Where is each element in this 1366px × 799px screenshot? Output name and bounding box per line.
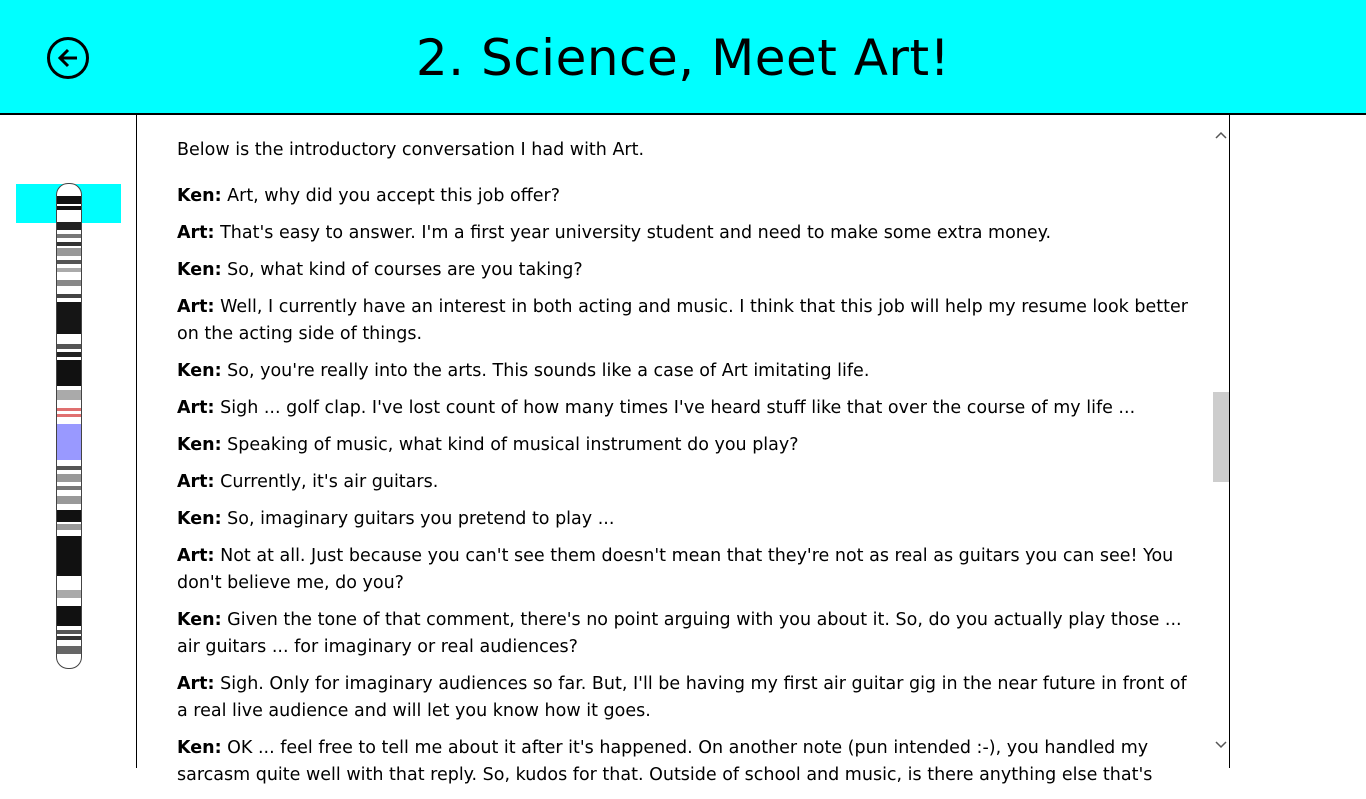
chromosome-band xyxy=(57,496,81,504)
chromosome-band xyxy=(57,222,81,230)
chromosome-band xyxy=(57,234,81,238)
dialogue-line xyxy=(177,358,1189,385)
speaker-name: Art: xyxy=(177,297,215,317)
chromosome-band xyxy=(57,260,81,264)
chromosome-band xyxy=(57,630,81,634)
chromosome-band xyxy=(57,242,81,246)
chromosome-band xyxy=(57,196,81,204)
chromosome-band xyxy=(57,414,81,417)
chromosome-band xyxy=(57,636,81,640)
speaker-name: Ken: xyxy=(177,738,222,758)
chromosome-band xyxy=(57,352,81,357)
dialogue-line xyxy=(177,543,1189,597)
chromosome-band xyxy=(57,606,81,626)
vertical-scrollbar[interactable] xyxy=(1213,115,1230,768)
dialogue-line xyxy=(177,432,1189,459)
speaker-name: Ken: xyxy=(177,260,222,280)
chromosome-band xyxy=(57,590,81,598)
speaker-name: Ken: xyxy=(177,610,222,630)
speaker-name: Ken: xyxy=(177,509,222,529)
chromosome-band xyxy=(57,510,81,522)
chromosome-band xyxy=(57,294,81,298)
speaker-name: Art: xyxy=(177,674,215,694)
chromosome-band xyxy=(57,486,81,490)
dialogue-text: So, you're really into the arts. This sounds like a case of Art imitating life. xyxy=(221,361,870,381)
dialogue-line xyxy=(177,183,1189,210)
speaker-name: Ken: xyxy=(177,361,222,381)
chromosome-icon[interactable] xyxy=(56,183,82,669)
chromosome-band xyxy=(57,536,81,576)
dialogue-line xyxy=(177,607,1189,661)
article-content xyxy=(137,115,1213,785)
chromosome-band xyxy=(57,466,81,470)
dialogue-text: Sigh ... golf clap. I've lost count of how many times I've heard stuff like that over the course of my life ... xyxy=(214,398,1136,418)
speaker-name: Art: xyxy=(177,223,215,243)
intro-paragraph: Below is the introductory conversation I had with Art. xyxy=(177,140,645,160)
dialogue-line xyxy=(177,257,1189,284)
scroll-thumb[interactable] xyxy=(1213,392,1229,482)
chromosome-band xyxy=(57,390,81,400)
dialogue-line xyxy=(177,506,1189,533)
chromosome-band xyxy=(57,248,81,256)
speaker-name: Art: xyxy=(177,398,215,418)
dialogue-text: Sigh. Only for imaginary audiences so far. But, I'll be having my first air guitar gig in the near future in front of a real live audience and will let you know how it goes. xyxy=(177,674,1187,721)
speaker-name: Art: xyxy=(177,546,215,566)
app-header xyxy=(0,0,1366,115)
dialogue-text: So, imaginary guitars you pretend to play ... xyxy=(221,509,615,529)
article-text xyxy=(177,137,1189,799)
dialogue-line xyxy=(177,220,1189,247)
dialogue-text: Speaking of music, what kind of musical instrument do you play? xyxy=(221,435,799,455)
dialogue-text: Currently, it's air guitars. xyxy=(214,472,439,492)
dialogue-text: Art, why did you accept this job offer? xyxy=(221,186,561,206)
speaker-name: Art: xyxy=(177,472,215,492)
scroll-down-button[interactable] xyxy=(1213,735,1229,755)
scroll-up-button[interactable] xyxy=(1213,125,1229,145)
dialogue-line xyxy=(177,469,1189,496)
chromosome-band xyxy=(57,424,81,460)
chromosome-band xyxy=(57,302,81,334)
speaker-name: Ken: xyxy=(177,186,222,206)
chevron-up-icon xyxy=(1215,131,1227,139)
dialogue-text: Not at all. Just because you can't see them doesn't mean that they're not as real as guitars you can see! You don't believe me, do you? xyxy=(177,546,1174,593)
chromosome-band xyxy=(57,408,81,411)
chromosome-band xyxy=(57,344,81,349)
chromosome-band xyxy=(57,360,81,386)
dialogue-text: Well, I currently have an interest in both acting and music. I think that this job will help my resume look better on the acting side of things. xyxy=(177,297,1188,344)
dialogue-text: OK ... feel free to tell me about it after it's happened. On another note (pun intended :-), you handled my sarcasm quite well with that reply. So, kudos for that. Outside of school and music, is there anything else that's xyxy=(177,738,1153,785)
chromosome-band xyxy=(57,474,81,482)
dialogue-text: So, what kind of courses are you taking? xyxy=(221,260,583,280)
speaker-name: Ken: xyxy=(177,435,222,455)
page-title: 2. Science, Meet Art! xyxy=(415,29,951,87)
chromosome-band xyxy=(57,280,81,286)
chromosome-band xyxy=(57,524,81,530)
dialogue-text: That's easy to answer. I'm a first year university student and need to make some extra money. xyxy=(214,223,1052,243)
chromosome-band xyxy=(57,206,81,210)
chevron-down-icon xyxy=(1215,741,1227,749)
chromosome-band xyxy=(57,268,81,272)
dialogue-line xyxy=(177,671,1189,725)
dialogue-line xyxy=(177,294,1189,348)
dialogue-line xyxy=(177,735,1189,789)
dialogue-text: Given the tone of that comment, there's no point arguing with you about it. So, do you actually play those ... air guitars ... for imaginary or real audiences? xyxy=(177,610,1182,657)
dialogue-line xyxy=(177,395,1189,422)
chromosome-band xyxy=(57,646,81,654)
